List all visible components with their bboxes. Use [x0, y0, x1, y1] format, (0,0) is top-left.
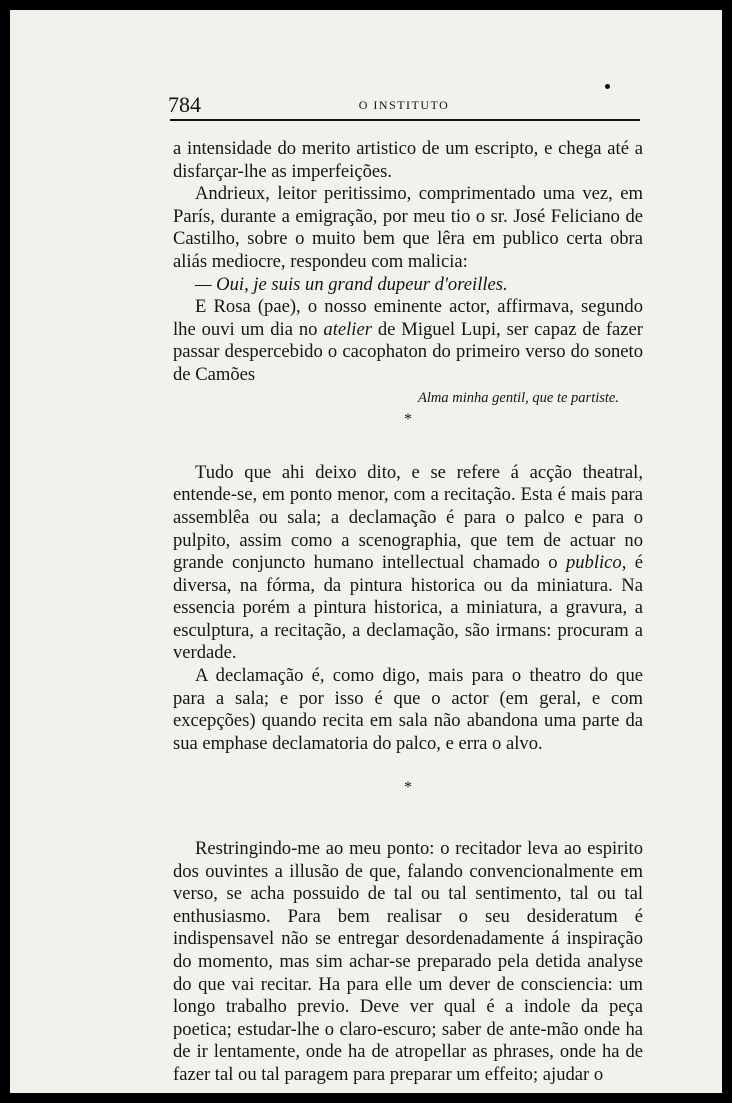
- paragraph-4-part-a: E Rosa (pae), o nosso eminente actor, affirmava, segundo lhe ouvi um dia no: [173, 296, 643, 340]
- paragraph-4-part-b: de Miguel Lupi, ser capaz de fazer passar despercebido o cacophaton do primeiro verso do soneto de Camões: [173, 318, 643, 385]
- paragraph-1: a intensidade do merito artistico de um escripto, e chega até a disfarçar-lhe as imperfeições.: [173, 138, 643, 182]
- running-title: O INSTITUTO: [358, 98, 450, 112]
- paragraph-4-italic: atelier: [323, 318, 372, 340]
- scanned-page: [10, 10, 722, 1093]
- paragraph-2: Andrieux, leitor peritissimo, comprimentado uma vez, em París, durante a emigração, por meu tio o sr. José Feliciano de Castilho, sobre o muito bem que lêra em publico certa obra aliás mediocre, respondeu com malicia:: [173, 183, 643, 272]
- paragraph-7: Restringindo-me ao meu ponto: o recitador leva ao espirito dos ouvintes a illusão de que, falando convencionalmente em verso, se acha possuido de tal ou tal sentimento, tal ou tal enthusiasmo. Para bem realisar o seu desideratum é indispensavel não se entregar desordenadamente á inspiração do momento, mas sim achar-se preparado pela detida analyse do que vai recitar. Ha para elle um dever de consciencia: um longo trabalho previo. Deve ver qual é a indole da peça poetica; estudar-lhe o claro-escuro; saber de ante-mão onde ha de ir lentamente, onde ha de atropellar as phrases, onde ha de fazer tal ou tal paragem para preparar um effeito; ajudar o: [173, 838, 643, 1085]
- page-number: 784: [168, 92, 201, 117]
- paragraph-5-part-a: Tudo que ahi deixo dito, e se refere á acção theatral, entende-se, em ponto menor, com a recitação. Esta é mais para assemblêa ou sala; a declamação é para o palco e para o pulpito, assim como a scenographia, que tem de actuar no grande conjuncto humano intellectual chamado o: [173, 461, 643, 574]
- ink-speck: [605, 84, 610, 89]
- quote-line: [173, 274, 643, 297]
- paragraph-4: [173, 296, 643, 386]
- section-asterism-1: *: [404, 411, 412, 429]
- section-gap: [173, 800, 643, 838]
- paragraph-6: A declamação é, como digo, mais para o theatro do que para a sala; e por isso é que o actor (em geral, e com excepções) quando recita em sala não abandona uma parte da sua emphase declamatoria do palco, e erra o alvo.: [173, 665, 643, 754]
- paragraph-5-part-b: , é diversa, na fórma, da pintura historica ou da miniatura. Na essencia porém a pintura historica, a miniatura, a gravura, a esculptura, a recitação, a declamação, são irmans: procuram a verdade.: [173, 552, 643, 664]
- paragraph-5: [173, 462, 643, 665]
- header-rule: [170, 119, 640, 121]
- paragraph-5-italic: publico: [565, 552, 622, 574]
- verse-quote: Alma minha gentil, que te partiste.: [418, 389, 619, 406]
- page-header: [168, 92, 640, 118]
- section-gap: [173, 432, 643, 462]
- body-text: [173, 138, 643, 1087]
- section-asterism-2: *: [404, 779, 412, 797]
- quote-text: — Oui, je suis un grand dupeur d'oreilles.: [195, 273, 508, 295]
